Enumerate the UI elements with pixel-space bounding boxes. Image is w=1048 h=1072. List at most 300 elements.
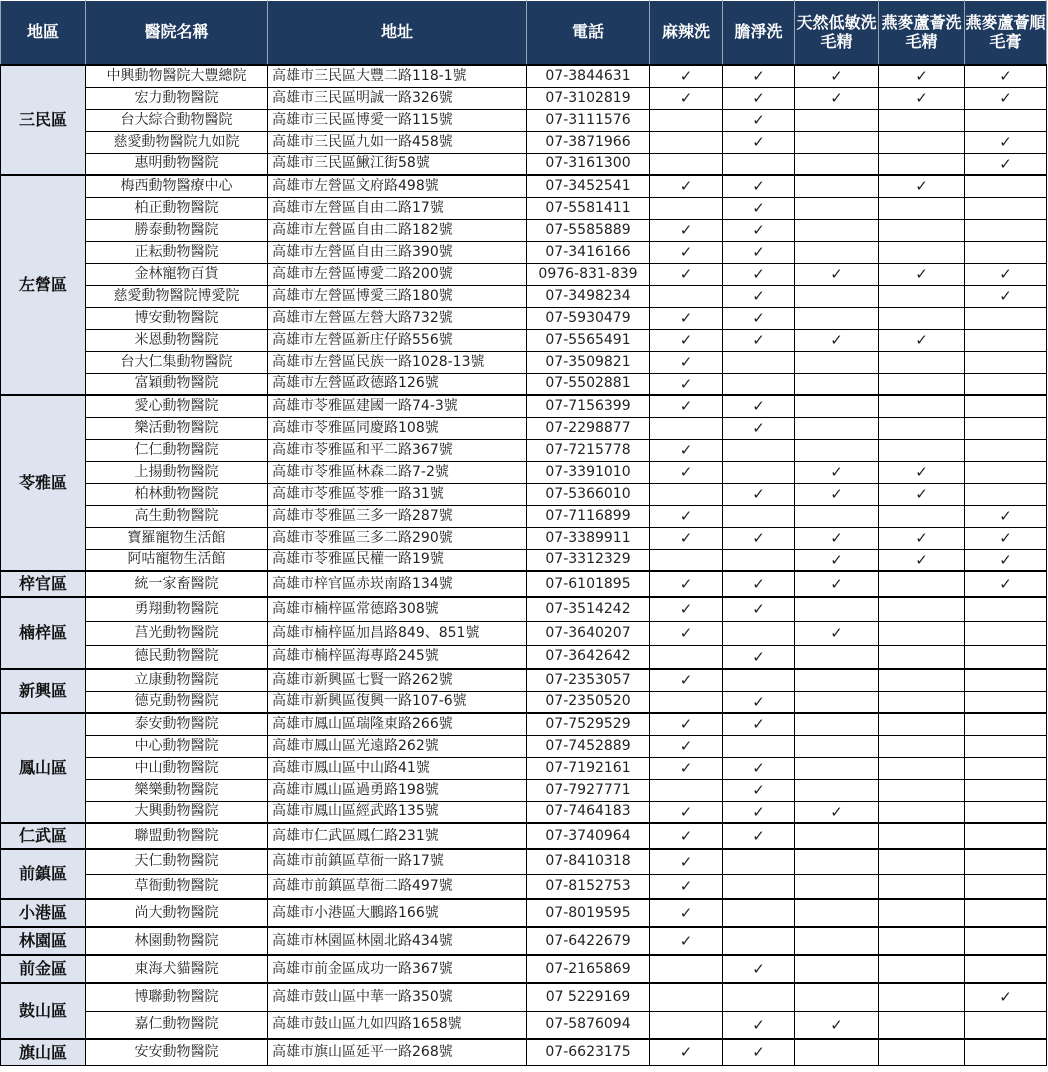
hospital-address: 高雄市仁武區鳳仁路231號 — [268, 823, 527, 849]
check-mark-cell: ✓ — [650, 219, 723, 241]
hospital-address: 高雄市苓雅區三多二路290號 — [268, 527, 527, 549]
check-mark-cell: ✓ — [795, 527, 879, 549]
check-mark-cell: ✓ — [965, 285, 1047, 307]
header-phone: 電話 — [527, 1, 650, 66]
check-mark-cell — [650, 285, 723, 307]
hospital-phone: 07 5229169 — [527, 983, 650, 1011]
check-mark-cell — [795, 153, 879, 175]
check-mark-cell — [723, 669, 795, 691]
table-row — [1, 329, 1047, 351]
check-mark-cell — [879, 597, 965, 621]
check-mark-cell: ✓ — [723, 483, 795, 505]
check-mark-cell: ✓ — [723, 779, 795, 801]
hospital-address: 高雄市左營區自由三路390號 — [268, 241, 527, 263]
hospital-name: 米恩動物醫院 — [86, 329, 268, 351]
check-mark-cell: ✓ — [795, 621, 879, 645]
table-row — [1, 87, 1047, 109]
check-mark-cell — [965, 219, 1047, 241]
hospital-phone: 07-2350520 — [527, 691, 650, 713]
check-mark-cell: ✓ — [650, 899, 723, 927]
check-mark-cell — [965, 669, 1047, 691]
check-mark-cell — [965, 955, 1047, 983]
hospital-phone: 07-7192161 — [527, 757, 650, 779]
check-mark-cell — [965, 395, 1047, 417]
hospital-name: 阿咕寵物生活館 — [86, 549, 268, 571]
hospital-address: 高雄市旗山區延平一路268號 — [268, 1039, 527, 1065]
check-mark-cell: ✓ — [795, 461, 879, 483]
check-mark-cell — [650, 153, 723, 175]
hospital-name: 德民動物醫院 — [86, 645, 268, 669]
hospital-phone: 07-3102819 — [527, 87, 650, 109]
hospital-name: 台大仁集動物醫院 — [86, 351, 268, 373]
check-mark-cell: ✓ — [965, 983, 1047, 1011]
table-row — [1, 505, 1047, 527]
check-mark-cell: ✓ — [965, 263, 1047, 285]
hospital-address: 高雄市鼓山區九如四路1658號 — [268, 1011, 527, 1039]
check-mark-cell — [723, 461, 795, 483]
check-mark-cell — [965, 307, 1047, 329]
check-mark-cell: ✓ — [879, 263, 965, 285]
check-mark-cell — [965, 351, 1047, 373]
hospital-phone: 07-3498234 — [527, 285, 650, 307]
hospital-phone: 07-5581411 — [527, 197, 650, 219]
table-row — [1, 131, 1047, 153]
check-mark-cell: ✓ — [650, 65, 723, 87]
hospital-phone: 07-7116899 — [527, 505, 650, 527]
table-row — [1, 461, 1047, 483]
check-mark-cell — [879, 1011, 965, 1039]
check-mark-cell: ✓ — [965, 505, 1047, 527]
check-mark-cell: ✓ — [723, 417, 795, 439]
hospital-name: 勝泰動物醫院 — [86, 219, 268, 241]
check-mark-cell: ✓ — [650, 373, 723, 395]
check-mark-cell: ✓ — [795, 263, 879, 285]
table-row — [1, 175, 1047, 197]
check-mark-cell: ✓ — [723, 109, 795, 131]
hospital-address: 高雄市苓雅區和平二路367號 — [268, 439, 527, 461]
hospital-phone: 07-5585889 — [527, 219, 650, 241]
hospital-address: 高雄市三民區九如一路458號 — [268, 131, 527, 153]
check-mark-cell — [879, 285, 965, 307]
hospital-phone: 07-8019595 — [527, 899, 650, 927]
check-mark-cell — [795, 109, 879, 131]
hospital-phone: 07-3514242 — [527, 597, 650, 621]
check-mark-cell — [965, 735, 1047, 757]
hospital-name: 統一家畜醫院 — [86, 571, 268, 597]
check-mark-cell: ✓ — [723, 1011, 795, 1039]
check-mark-cell: ✓ — [723, 395, 795, 417]
hospital-name: 富穎動物醫院 — [86, 373, 268, 395]
table-row — [1, 735, 1047, 757]
district-cell: 鼓山區 — [1, 983, 86, 1039]
check-mark-cell — [965, 197, 1047, 219]
district-cell: 前鎮區 — [1, 849, 86, 899]
hospital-phone: 07-2353057 — [527, 669, 650, 691]
check-mark-cell — [795, 131, 879, 153]
check-mark-cell — [723, 373, 795, 395]
check-mark-cell — [795, 713, 879, 735]
header-natural-shampoo: 天然低敏洗毛精 — [795, 1, 879, 66]
check-mark-cell — [965, 1011, 1047, 1039]
table-row — [1, 263, 1047, 285]
check-mark-cell — [965, 899, 1047, 927]
check-mark-cell — [965, 373, 1047, 395]
district-cell: 三民區 — [1, 65, 86, 175]
check-mark-cell: ✓ — [650, 395, 723, 417]
check-mark-cell — [879, 439, 965, 461]
table-row — [1, 417, 1047, 439]
hospital-name: 寶羅寵物生活館 — [86, 527, 268, 549]
hospital-name: 林園動物醫院 — [86, 927, 268, 955]
hospital-phone: 07-3161300 — [527, 153, 650, 175]
check-mark-cell — [965, 823, 1047, 849]
hospital-phone: 07-6422679 — [527, 927, 650, 955]
hospital-name: 中興動物醫院大豐總院 — [86, 65, 268, 87]
check-mark-cell — [795, 735, 879, 757]
table-row — [1, 219, 1047, 241]
check-mark-cell — [965, 849, 1047, 874]
hospital-phone: 07-8410318 — [527, 849, 650, 874]
table-row — [1, 955, 1047, 983]
check-mark-cell — [723, 874, 795, 899]
check-mark-cell: ✓ — [723, 955, 795, 983]
hospital-phone: 07-5565491 — [527, 329, 650, 351]
hospital-address: 高雄市新興區七賢一路262號 — [268, 669, 527, 691]
check-mark-cell — [795, 669, 879, 691]
hospital-phone: 07-3389911 — [527, 527, 650, 549]
hospital-address: 高雄市鳳山區瑞隆東路266號 — [268, 713, 527, 735]
check-mark-cell — [879, 219, 965, 241]
check-mark-cell — [795, 645, 879, 669]
check-mark-cell — [965, 109, 1047, 131]
check-mark-cell — [650, 417, 723, 439]
check-mark-cell — [879, 691, 965, 713]
hospital-address: 高雄市苓雅區建國一路74-3號 — [268, 395, 527, 417]
check-mark-cell — [965, 483, 1047, 505]
check-mark-cell — [965, 439, 1047, 461]
hospital-phone: 07-5876094 — [527, 1011, 650, 1039]
check-mark-cell: ✓ — [965, 153, 1047, 175]
check-mark-cell — [879, 373, 965, 395]
hospital-name: 柏林動物醫院 — [86, 483, 268, 505]
hospital-name: 草衙動物醫院 — [86, 874, 268, 899]
hospital-phone: 07-3844631 — [527, 65, 650, 87]
check-mark-cell — [795, 175, 879, 197]
district-cell: 鳳山區 — [1, 713, 86, 823]
hospital-address: 高雄市楠梓區加昌路849、851號 — [268, 621, 527, 645]
hospital-name: 聯盟動物醫院 — [86, 823, 268, 849]
hospital-name: 嘉仁動物醫院 — [86, 1011, 268, 1039]
hospital-address: 高雄市苓雅區林森二路7-2號 — [268, 461, 527, 483]
check-mark-cell: ✓ — [879, 175, 965, 197]
check-mark-cell — [879, 351, 965, 373]
hospital-address: 高雄市鼓山區中華一路350號 — [268, 983, 527, 1011]
check-mark-cell — [965, 417, 1047, 439]
check-mark-cell — [879, 197, 965, 219]
hospital-name: 愛心動物醫院 — [86, 395, 268, 417]
check-mark-cell — [965, 713, 1047, 735]
check-mark-cell: ✓ — [723, 329, 795, 351]
check-mark-cell — [795, 927, 879, 955]
check-mark-cell — [879, 571, 965, 597]
table-row — [1, 241, 1047, 263]
hospital-name: 尚大動物醫院 — [86, 899, 268, 927]
check-mark-cell — [795, 823, 879, 849]
hospital-phone: 07-7452889 — [527, 735, 650, 757]
check-mark-cell — [879, 849, 965, 874]
check-mark-cell: ✓ — [879, 527, 965, 549]
check-mark-cell: ✓ — [650, 713, 723, 735]
hospital-address: 高雄市苓雅區三多一路287號 — [268, 505, 527, 527]
check-mark-cell — [879, 109, 965, 131]
hospital-name: 柏正動物醫院 — [86, 197, 268, 219]
table-row — [1, 307, 1047, 329]
table-row — [1, 549, 1047, 571]
check-mark-cell — [965, 874, 1047, 899]
hospital-phone: 07-3111576 — [527, 109, 650, 131]
hospital-phone: 07-2165869 — [527, 955, 650, 983]
check-mark-cell: ✓ — [650, 461, 723, 483]
table-row — [1, 197, 1047, 219]
check-mark-cell — [879, 621, 965, 645]
header-oat-aloe-conditioner: 燕麥蘆薈順毛膏 — [965, 1, 1047, 66]
check-mark-cell — [879, 899, 965, 927]
hospital-phone: 07-3740964 — [527, 823, 650, 849]
check-mark-cell: ✓ — [965, 571, 1047, 597]
header-district: 地區 — [1, 1, 86, 66]
check-mark-cell: ✓ — [650, 1039, 723, 1065]
check-mark-cell: ✓ — [795, 483, 879, 505]
hospital-address: 高雄市梓官區赤崁南路134號 — [268, 571, 527, 597]
check-mark-cell — [795, 395, 879, 417]
check-mark-cell — [723, 983, 795, 1011]
header-name: 醫院名稱 — [86, 1, 268, 66]
check-mark-cell: ✓ — [650, 175, 723, 197]
check-mark-cell — [723, 899, 795, 927]
hospital-name: 金林寵物百貨 — [86, 263, 268, 285]
check-mark-cell — [879, 645, 965, 669]
district-cell: 小港區 — [1, 899, 86, 927]
check-mark-cell — [879, 669, 965, 691]
check-mark-cell: ✓ — [965, 65, 1047, 87]
hospital-address: 高雄市鳳山區中山路41號 — [268, 757, 527, 779]
table-row — [1, 109, 1047, 131]
header-mala-wash: 麻辣洗 — [650, 1, 723, 66]
check-mark-cell — [965, 461, 1047, 483]
check-mark-cell — [879, 927, 965, 955]
hospital-name: 立康動物醫院 — [86, 669, 268, 691]
check-mark-cell — [650, 483, 723, 505]
check-mark-cell — [723, 621, 795, 645]
check-mark-cell — [795, 505, 879, 527]
table-body — [1, 65, 1047, 1065]
hospital-address: 高雄市左營區民族一路1028-13號 — [268, 351, 527, 373]
district-cell: 梓官區 — [1, 571, 86, 597]
hospital-address: 高雄市左營區左營大路732號 — [268, 307, 527, 329]
header-oat-aloe-shampoo: 燕麥蘆薈洗毛精 — [879, 1, 965, 66]
hospital-address: 高雄市苓雅區同慶路108號 — [268, 417, 527, 439]
check-mark-cell — [965, 645, 1047, 669]
check-mark-cell: ✓ — [795, 571, 879, 597]
hospital-name: 勇翔動物醫院 — [86, 597, 268, 621]
hospital-address: 高雄市鳳山區經武路135號 — [268, 801, 527, 823]
hospital-address: 高雄市苓雅區民權一路19號 — [268, 549, 527, 571]
check-mark-cell: ✓ — [723, 801, 795, 823]
check-mark-cell — [723, 735, 795, 757]
check-mark-cell — [650, 197, 723, 219]
hospital-phone: 07-3416166 — [527, 241, 650, 263]
check-mark-cell: ✓ — [650, 849, 723, 874]
hospital-address: 高雄市左營區新庄仔路556號 — [268, 329, 527, 351]
hospital-address: 高雄市林園區林園北路434號 — [268, 927, 527, 955]
check-mark-cell — [965, 691, 1047, 713]
check-mark-cell: ✓ — [723, 571, 795, 597]
check-mark-cell — [965, 757, 1047, 779]
check-mark-cell: ✓ — [965, 131, 1047, 153]
check-mark-cell: ✓ — [650, 263, 723, 285]
check-mark-cell — [879, 1039, 965, 1065]
table-row — [1, 983, 1047, 1011]
check-mark-cell: ✓ — [965, 527, 1047, 549]
check-mark-cell — [723, 153, 795, 175]
hospital-address: 高雄市鳳山區光遠路262號 — [268, 735, 527, 757]
check-mark-cell — [795, 439, 879, 461]
check-mark-cell: ✓ — [650, 241, 723, 263]
table-row — [1, 571, 1047, 597]
check-mark-cell: ✓ — [723, 713, 795, 735]
hospital-address: 高雄市左營區文府路498號 — [268, 175, 527, 197]
hospital-address: 高雄市三民區大豐二路118-1號 — [268, 65, 527, 87]
hospital-name: 泰安動物醫院 — [86, 713, 268, 735]
hospital-name: 梅西動物醫療中心 — [86, 175, 268, 197]
check-mark-cell: ✓ — [723, 263, 795, 285]
check-mark-cell: ✓ — [650, 927, 723, 955]
hospital-phone: 07-7529529 — [527, 713, 650, 735]
hospital-address: 高雄市楠梓區海專路245號 — [268, 645, 527, 669]
header-row — [1, 1, 1047, 66]
table-row — [1, 801, 1047, 823]
check-mark-cell — [879, 955, 965, 983]
hospital-phone: 07-7215778 — [527, 439, 650, 461]
check-mark-cell — [795, 899, 879, 927]
hospital-phone: 07-5502881 — [527, 373, 650, 395]
check-mark-cell: ✓ — [795, 65, 879, 87]
header-address: 地址 — [268, 1, 527, 66]
check-mark-cell: ✓ — [795, 801, 879, 823]
check-mark-cell — [650, 955, 723, 983]
table-row — [1, 669, 1047, 691]
check-mark-cell — [879, 713, 965, 735]
check-mark-cell — [723, 439, 795, 461]
check-mark-cell — [879, 757, 965, 779]
check-mark-cell — [795, 219, 879, 241]
district-cell: 前金區 — [1, 955, 86, 983]
check-mark-cell: ✓ — [879, 483, 965, 505]
hospital-name: 上揚動物醫院 — [86, 461, 268, 483]
check-mark-cell: ✓ — [650, 505, 723, 527]
hospital-name: 博聯動物醫院 — [86, 983, 268, 1011]
check-mark-cell — [965, 779, 1047, 801]
hospital-phone: 07-3312329 — [527, 549, 650, 571]
hospital-name: 台大綜合動物醫院 — [86, 109, 268, 131]
table-row — [1, 65, 1047, 87]
table-row — [1, 823, 1047, 849]
check-mark-cell — [879, 505, 965, 527]
check-mark-cell — [965, 1039, 1047, 1065]
hospital-name: 大興動物醫院 — [86, 801, 268, 823]
check-mark-cell: ✓ — [723, 527, 795, 549]
table-row — [1, 899, 1047, 927]
check-mark-cell — [795, 417, 879, 439]
hospital-name: 德克動物醫院 — [86, 691, 268, 713]
table-row — [1, 927, 1047, 955]
table-row — [1, 1011, 1047, 1039]
check-mark-cell — [650, 131, 723, 153]
check-mark-cell: ✓ — [723, 197, 795, 219]
hospital-name: 樂活動物醫院 — [86, 417, 268, 439]
hospital-name: 高生動物醫院 — [86, 505, 268, 527]
table-row — [1, 645, 1047, 669]
check-mark-cell: ✓ — [723, 87, 795, 109]
table-row — [1, 395, 1047, 417]
check-mark-cell: ✓ — [879, 65, 965, 87]
check-mark-cell: ✓ — [723, 241, 795, 263]
hospital-phone: 07-3640207 — [527, 621, 650, 645]
check-mark-cell — [650, 983, 723, 1011]
check-mark-cell: ✓ — [650, 801, 723, 823]
check-mark-cell — [879, 307, 965, 329]
hospital-name: 天仁動物醫院 — [86, 849, 268, 874]
check-mark-cell: ✓ — [795, 87, 879, 109]
hospital-name: 中山動物醫院 — [86, 757, 268, 779]
hospital-name: 慈愛動物醫院博愛院 — [86, 285, 268, 307]
hospital-name: 惠明動物醫院 — [86, 153, 268, 175]
hospital-address: 高雄市楠梓區常德路308號 — [268, 597, 527, 621]
hospital-name: 莒光動物醫院 — [86, 621, 268, 645]
district-cell: 左營區 — [1, 175, 86, 395]
hospital-name: 博安動物醫院 — [86, 307, 268, 329]
hospital-phone: 07-3871966 — [527, 131, 650, 153]
hospital-name: 中心動物醫院 — [86, 735, 268, 757]
hospital-phone: 07-5366010 — [527, 483, 650, 505]
table-row — [1, 691, 1047, 713]
check-mark-cell: ✓ — [650, 874, 723, 899]
check-mark-cell — [879, 983, 965, 1011]
district-cell: 旗山區 — [1, 1039, 86, 1065]
hospital-phone: 0976-831-839 — [527, 263, 650, 285]
table-row — [1, 439, 1047, 461]
table-row — [1, 874, 1047, 899]
check-mark-cell: ✓ — [650, 527, 723, 549]
check-mark-cell — [650, 779, 723, 801]
check-mark-cell: ✓ — [650, 621, 723, 645]
hospital-phone: 07-3452541 — [527, 175, 650, 197]
table-row — [1, 597, 1047, 621]
check-mark-cell — [795, 285, 879, 307]
check-mark-cell: ✓ — [650, 307, 723, 329]
hospital-address: 高雄市三民區明誠一路326號 — [268, 87, 527, 109]
table-row — [1, 285, 1047, 307]
check-mark-cell: ✓ — [879, 87, 965, 109]
district-cell: 楠梓區 — [1, 597, 86, 669]
hospital-phone: 07-6101895 — [527, 571, 650, 597]
check-mark-cell: ✓ — [650, 823, 723, 849]
check-mark-cell: ✓ — [650, 571, 723, 597]
check-mark-cell: ✓ — [723, 65, 795, 87]
check-mark-cell — [879, 874, 965, 899]
check-mark-cell — [723, 505, 795, 527]
hospital-address: 高雄市小港區大鵬路166號 — [268, 899, 527, 927]
